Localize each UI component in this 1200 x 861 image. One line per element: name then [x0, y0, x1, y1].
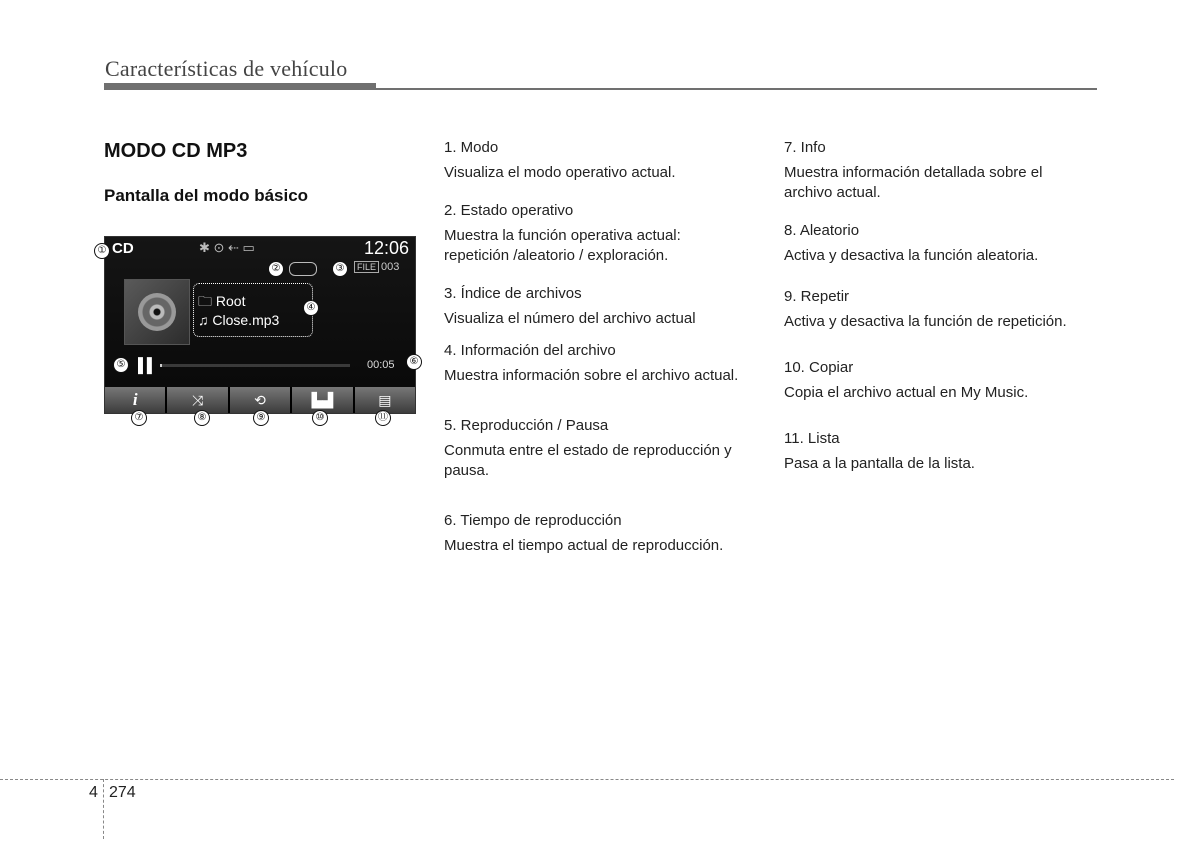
item-desc: Visualiza el modo operativo actual.: [444, 164, 676, 181]
list-icon: ▤: [378, 391, 392, 408]
footer-divider: [0, 779, 1174, 780]
callout-10: ⑩: [312, 410, 328, 426]
folder-icon: 🗀: [198, 293, 212, 309]
item-title: 7. Info: [784, 139, 826, 156]
file-info-box: [193, 283, 313, 337]
item-title: 2. Estado operativo: [444, 202, 574, 219]
description-item: [444, 341, 744, 386]
elapsed-time: 00:05: [367, 359, 395, 371]
description-item: [784, 221, 1084, 266]
callout-6: ⑥: [406, 354, 422, 370]
description-item: [444, 511, 744, 556]
item-desc: Visualiza el número del archivo actual: [444, 310, 696, 327]
description-item: [444, 201, 744, 266]
description-column-middle: [444, 138, 744, 574]
item-title: 9. Repetir: [784, 288, 850, 305]
shuffle-button[interactable]: [167, 387, 227, 413]
info-icon: i: [132, 390, 138, 409]
description-item: [784, 287, 1084, 332]
clock: 12:06: [363, 238, 409, 258]
description-item: [444, 138, 744, 183]
shuffle-icon: ⤨: [192, 391, 204, 408]
item-desc: Activa y desactiva la función de repetición.: [784, 313, 1067, 330]
item-title: 8. Aleatorio: [784, 222, 860, 239]
item-desc: Activa y desactiva la función aleatoria.: [784, 247, 1039, 264]
page-number: 274: [109, 784, 136, 801]
item-desc: Muestra la función operativa actual: repetición /aleatorio / exploración.: [444, 227, 681, 264]
copy-button[interactable]: [292, 387, 352, 413]
callout-9: ⑨: [253, 410, 269, 426]
pause-icon[interactable]: ▌▌: [138, 357, 156, 373]
progress-bar: [160, 364, 350, 367]
list-button[interactable]: [355, 387, 415, 413]
folder-name: Root: [215, 293, 246, 309]
callout-2: ②: [268, 261, 284, 277]
cd-mp3-screen: [104, 236, 416, 414]
mode-label: CD: [112, 240, 134, 257]
callout-5: ⑤: [113, 357, 129, 373]
repeat-status-icon: [289, 262, 317, 276]
callout-1: ①: [94, 243, 110, 259]
callout-4: ④: [303, 300, 319, 316]
cd-disc-icon: [138, 293, 176, 331]
item-title: 1. Modo: [444, 139, 499, 156]
song-row: [198, 312, 279, 328]
header-rule-thick: [104, 83, 376, 90]
description-item: [444, 416, 744, 481]
status-icons: ✱ ⊙ ⇠ ▭: [199, 240, 255, 255]
item-desc: Copia el archivo actual en My Music.: [784, 384, 1029, 401]
repeat-icon: ⟲: [254, 391, 266, 408]
description-item: [784, 358, 1084, 403]
item-desc: Muestra el tiempo actual de reproducción.: [444, 537, 724, 554]
description-item: [784, 138, 1084, 203]
chapter-number: 4: [89, 784, 98, 801]
item-title: 3. Índice de archivos: [444, 285, 582, 302]
item-desc: Conmuta entre el estado de reproducción y pausa.: [444, 442, 732, 479]
subsection-title: Pantalla del modo básico: [104, 186, 309, 205]
page-header-title: Características de vehículo: [105, 56, 348, 81]
file-index: [354, 261, 399, 273]
callout-3: ③: [332, 261, 348, 277]
song-name: Close.mp3: [212, 312, 280, 328]
item-title: 10. Copiar: [784, 359, 854, 376]
section-title: MODO CD MP3: [104, 140, 248, 162]
callout-7: ⑦: [131, 410, 147, 426]
item-desc: Muestra información detallada sobre el archivo actual.: [784, 164, 1043, 201]
item-title: 5. Reproducción / Pausa: [444, 417, 609, 434]
description-item: [444, 284, 744, 329]
copy-icon: ▙▟: [311, 391, 334, 408]
footer-vertical-divider: [103, 779, 104, 839]
item-title: 6. Tiempo de reproducción: [444, 512, 622, 529]
progress-fill: [160, 364, 162, 367]
item-desc: Muestra información sobre el archivo actual.: [444, 367, 739, 384]
callout-8: ⑧: [194, 410, 210, 426]
file-index-number: 003: [381, 261, 400, 273]
header-rule-thin: [376, 88, 1097, 90]
description-column-right: [784, 138, 1084, 492]
file-tag: FILE: [354, 261, 379, 273]
info-button[interactable]: [105, 387, 165, 413]
item-desc: Pasa a la pantalla de la lista.: [784, 455, 975, 472]
item-title: 4. Información del archivo: [444, 342, 616, 359]
item-title: 11. Lista: [784, 430, 840, 447]
album-art: [124, 279, 190, 345]
callout-11: ⑪: [375, 410, 391, 426]
music-note-icon: ♫: [198, 312, 209, 328]
description-item: [784, 429, 1084, 474]
